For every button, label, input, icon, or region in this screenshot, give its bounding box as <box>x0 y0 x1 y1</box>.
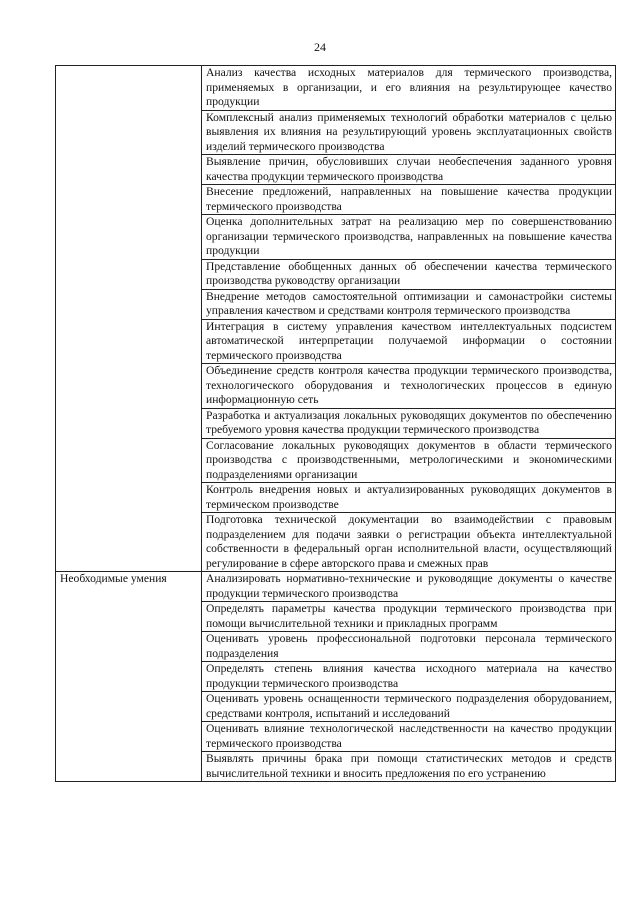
item-cell: Оценивать влияние технологической наследственности на качество продукции термического производства <box>202 722 616 752</box>
page-number: 24 <box>314 40 326 54</box>
category-cell <box>56 66 202 572</box>
item-cell: Подготовка технической документации во взаимодействии с правовым подразделением для подачи заявки о регистрации объекта интеллектуальной собственности в федеральный орган исполнительной власти, осуществляющий регулирование в сфере авторского права и смежных прав <box>202 513 616 572</box>
item-cell: Оценка дополнительных затрат на реализацию мер по совершенствованию организации термического производства, направленных на повышение качества продукции <box>202 215 616 260</box>
item-cell: Выявление причин, обусловивших случаи необеспечения заданного уровня качества продукции термического производства <box>202 155 616 185</box>
table-row <box>56 66 616 111</box>
item-cell: Оценивать уровень оснащенности термического подразделения оборудованием, средствами контроля, испытаний и исследований <box>202 692 616 722</box>
item-cell: Выявлять причины брака при помощи статистических методов и средств вычислительной техники и вносить предложения по его устранению <box>202 752 616 782</box>
item-cell: Интеграция в систему управления качеством интеллектуальных подсистем автоматической интерпретации получаемой информации о состоянии термического производства <box>202 319 616 364</box>
item-cell: Согласование локальных руководящих документов в области термического производства с производственными, метрологическими и экономическими подразделениями организации <box>202 438 616 483</box>
item-cell: Определять параметры качества продукции термического производства при помощи вычислительной техники и прикладных программ <box>202 602 616 632</box>
item-cell: Внедрение методов самостоятельной оптимизации и самонастройки системы управления качеством и средствами контроля термического производства <box>202 289 616 319</box>
table-row <box>56 572 616 602</box>
table-body <box>56 66 616 782</box>
item-cell: Определять степень влияния качества исходного материала на качество продукции термического производства <box>202 662 616 692</box>
item-cell: Разработка и актуализация локальных руководящих документов по обеспечению требуемого уровня качества продукции термического производства <box>202 408 616 438</box>
item-cell: Анализ качества исходных материалов для термического производства, применяемых в организации, и его влияния на результирующее качество продукции <box>202 66 616 111</box>
item-cell: Оценивать уровень профессиональной подготовки персонала термического подразделения <box>202 632 616 662</box>
item-cell: Внесение предложений, направленных на повышение качества продукции термического производства <box>202 185 616 215</box>
item-cell: Объединение средств контроля качества продукции термического производства, технологического оборудования и технологических процессов в единую информационную сеть <box>202 364 616 409</box>
category-cell: Необходимые умения <box>56 572 202 782</box>
item-cell: Комплексный анализ применяемых технологий обработки материалов с целью выявления их влияния на результирующий уровень эксплуатационных свойств изделий термического производства <box>202 110 616 155</box>
item-cell: Анализировать нормативно-технические и руководящие документы о качестве продукции термического производства <box>202 572 616 602</box>
item-cell: Представление обобщенных данных об обеспечении качества термического производства руководству организации <box>202 259 616 289</box>
labor-function-table <box>55 65 616 782</box>
item-cell: Контроль внедрения новых и актуализированных руководящих документов в термическом производстве <box>202 483 616 513</box>
